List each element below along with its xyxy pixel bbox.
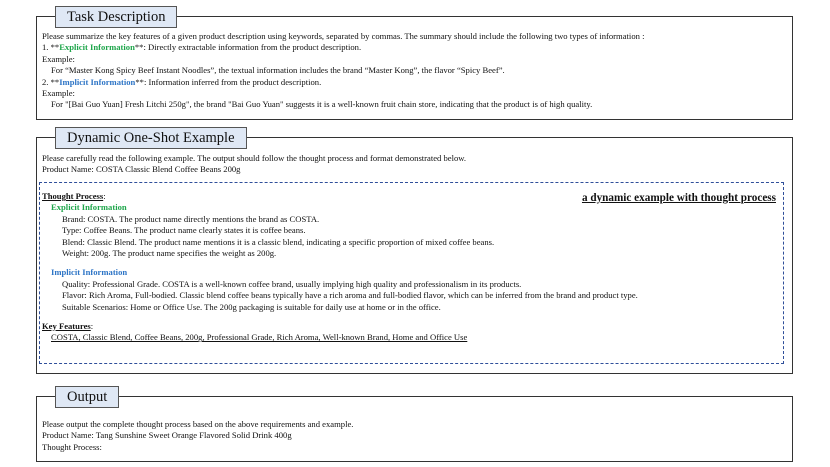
- key-features-list: COSTA, Classic Blend, Coffee Beans, 200g, Professional Grade, Rich Aroma, Well-known Brand, Home and Office Use: [51, 332, 468, 343]
- output-product: Product Name: Tang Sunshine Sweet Orange Flavored Solid Drink 400g: [42, 430, 292, 441]
- output-header: Output: [55, 386, 119, 408]
- dynamic-example-callout: a dynamic example with thought process: [581, 192, 776, 204]
- thought-process-label: Thought Process:: [42, 191, 106, 201]
- key-features-label: Key Features:: [42, 320, 94, 331]
- example-label: Example:: [42, 53, 75, 64]
- explicit-line: Blend: Classic Blend. The product name mentions it is a classic blend, indicating a specific proportion of mixed coffee beans.: [62, 236, 495, 247]
- output-instruction: Please output the complete thought process based on the above requirements and example.: [42, 419, 354, 429]
- one-shot-panel: [36, 130, 793, 374]
- output-panel: [36, 389, 793, 462]
- explicit-line: Type: Coffee Beans. The product name clearly states it is coffee beans.: [62, 225, 306, 236]
- implicit-label: Implicit Information: [59, 76, 136, 87]
- implicit-line: Suitable Scenarios: Home or Office Use. The 200g packaging is suitable for daily use at home or in the office.: [62, 301, 441, 312]
- one-shot-intro: Please carefully read the following example. The output should follow the thought process and format demonstrated below.: [42, 153, 467, 163]
- task-description-header: Task Description: [55, 6, 177, 28]
- output-thought-process: Thought Process:: [42, 441, 102, 452]
- one-shot-header: Dynamic One-Shot Example: [55, 127, 247, 149]
- one-shot-product: Product Name: COSTA Classic Blend Coffee Beans 200g: [42, 164, 241, 175]
- implicit-item: 2. **Implicit Information**: Information inferred from the product description.: [42, 76, 322, 87]
- example-explicit: For “Master Kong Spicy Beef Instant Noodles”, the textual information includes the brand “Master Kong”, the flavor “Spicy Beef”.: [51, 65, 505, 76]
- implicit-heading: Implicit Information: [51, 267, 128, 278]
- explicit-heading: Explicit Information: [51, 202, 127, 213]
- explicit-label: Explicit Information: [59, 42, 135, 53]
- implicit-line: Flavor: Rich Aroma, Full-bodied. Classic blend coffee beans typically have a rich aroma and full-bodied flavor, which can be inferred from the brand and product type.: [62, 290, 638, 301]
- task-description-panel: [36, 9, 793, 120]
- implicit-line: Quality: Professional Grade. COSTA is a well-known coffee brand, usually implying high quality and professionalism in its products.: [62, 278, 522, 289]
- explicit-line: Weight: 200g. The product name specifies the weight as 200g.: [62, 247, 277, 258]
- thought-process-box: [39, 182, 784, 364]
- explicit-line: Brand: COSTA. The product name directly mentions the brand as COSTA.: [62, 213, 320, 224]
- example-label-2: Example:: [42, 87, 75, 98]
- task-intro: Please summarize the key features of a given product description using keywords, separated by commas. The summary should include the following two types of information :: [42, 31, 645, 41]
- explicit-item: 1. **Explicit Information**: Directly extractable information from the product description.: [42, 42, 362, 53]
- example-implicit: For "[Bai Guo Yuan] Fresh Litchi 250g", the brand "Bai Guo Yuan" suggests it is a well-known fruit chain store, indicating that the product is of high quality.: [51, 99, 593, 110]
